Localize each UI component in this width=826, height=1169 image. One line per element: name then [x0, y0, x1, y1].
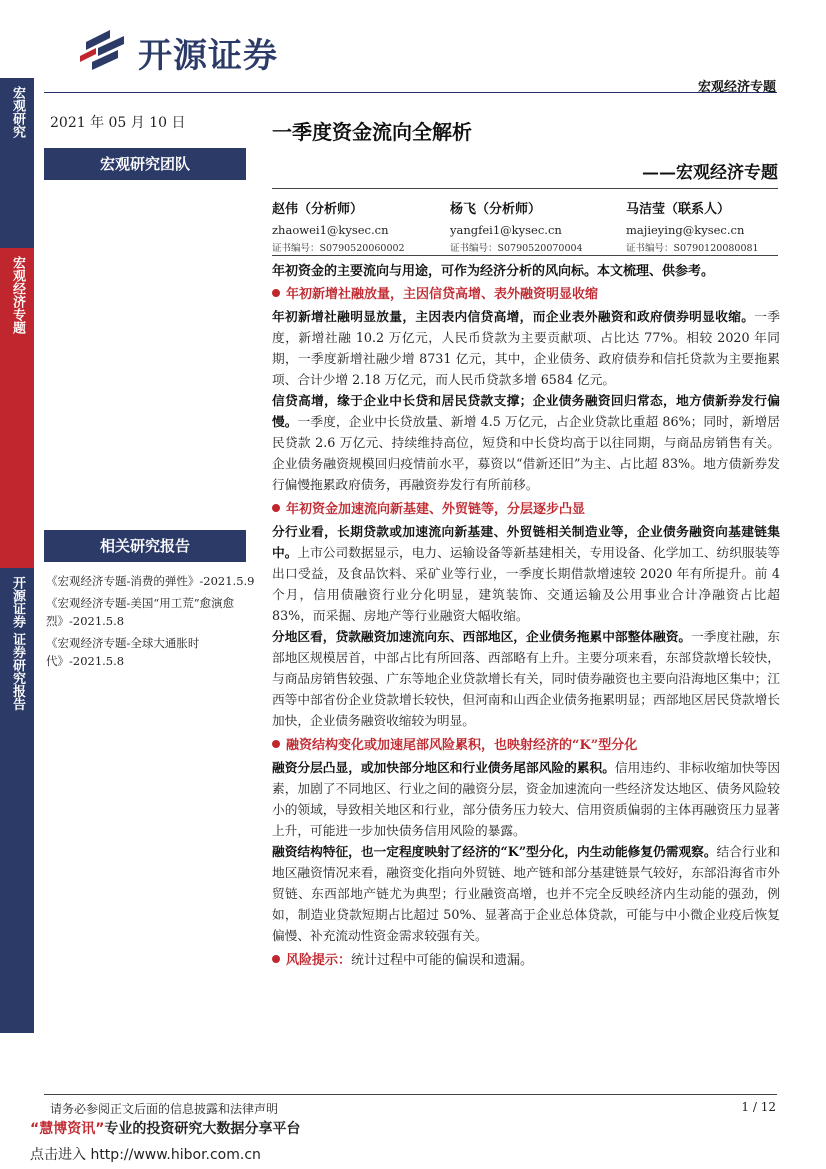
side-tab-macro-topic: 宏观经济专题 [0, 248, 34, 568]
footer-divider [44, 1094, 777, 1095]
section-heading: 年初资金加速流向新基建、外贸链等，分层逐步凸显 [272, 499, 780, 521]
bullet-icon [272, 504, 280, 512]
paragraph: 融资结构特征，也一定程度映射了经济的“K”型分化，内生动能修复仍需观察。结合行业和地区融资情况来看，融资变化指向外贸链、地产链和部分基建链景气较好，东部沿海省市外贸链、东西部地产链尤为典型；行业融资高增，也并不完全反映经济内生动能的强劲，例如，制造业贷款短期占比超过 50%、显著高于企业总体贷款，可能与中小微企业疫后恢复偏慢、补充流动性资金需求较强有关。 [272, 844, 781, 943]
section-heading: 融资结构变化或加速尾部风险累积，也映射经济的“K”型分化 [272, 735, 780, 757]
watermark-tagline: 专业的投资研究大数据分享平台 [104, 1121, 301, 1137]
main-body [272, 284, 780, 972]
related-report-link[interactable]: 《宏观经济专题-美国“用工荒”愈演愈烈》-2021.5.8 [46, 596, 235, 628]
author-name: 赵伟（分析师） [272, 202, 364, 217]
paragraph: 分行业看，长期贷款或加速流向新基建、外贸链相关制造业等，企业债务融资向基建链集中。上市公司数据显示，电力、运输设备等新基建相关，专用设备、化学加工、纺织服装等出口受益，及食品饮料、采矿业等行业，一季度长期借款增速较 2020 年有所提升。前 4 个月，信用债融资行业分化明显，建筑装饰、交通运输及公用事业合计净融资占比超 83%，而采掘、房地产等行业融资大幅收缩。 [272, 524, 781, 623]
paragraph: 分地区看，贷款融资加速流向东、西部地区，企业债务拖累中部整体融资。一季度社融，东部地区规模居首，中部占比有所回落、西部略有上升。主要分项来看，东部贷款增长较快，与商品房销售较强、广东等地企业贷款增长有关，同时债券融资也主要向沿海地区集中；江西等中部省份企业贷款增长较快，但河南和山西企业债务拖累明显；西部地区居民贷款增长加快，企业债务融资收缩较为明显。 [272, 629, 780, 728]
related-report-link[interactable]: 《宏观经济专题-全球大通胀时代》-2021.5.8 [46, 636, 200, 668]
author-name: 杨飞（分析师） [450, 202, 542, 217]
disclaimer: 请务必参阅正文后面的信息披露和法律声明 [50, 1102, 279, 1116]
logo-icon [76, 26, 130, 70]
author-block [272, 198, 405, 254]
bullet-icon [272, 740, 280, 748]
page-number: 1 / 12 [741, 1100, 776, 1114]
bullet-icon [272, 955, 280, 963]
author-cert: 证书编号：S0790520060002 [272, 243, 405, 254]
paragraph: 年初新增社融明显放量，主因表内信贷高增，而企业表外融资和政府债券明显收缩。一季度，新增社融 10.2 万亿元，人民币贷款为主要贡献项、占比达 77%。相较 2020 年同期，一季度新增社融少增 8731 亿元，其中，企业债务、政府债券和信托贷款为主要拖累项、合计少增 2.18 万亿元，而人民币贷款多增 6584 亿元。 [272, 309, 781, 387]
risk-note: 风险提示：统计过程中可能的偏误和遗漏。 [272, 950, 780, 972]
bullet-icon [272, 289, 280, 297]
author-divider [272, 255, 778, 256]
author-cert: 证书编号：S0790120080081 [626, 243, 759, 254]
header-divider [44, 92, 777, 93]
related-reports-list [46, 572, 256, 674]
side-tab-macro-research: 宏观研究 [0, 78, 34, 248]
author-block [626, 198, 759, 254]
team-label: 宏观研究团队 [44, 148, 246, 180]
author-email[interactable]: yangfei1@kysec.cn [450, 223, 562, 237]
author-block [450, 198, 583, 254]
report-subtitle: ——宏观经济专题 [642, 163, 778, 183]
side-tab-report-type: 开源证券 证券研究报告 [0, 568, 34, 1033]
doc-type-label: 宏观经济专题 [697, 80, 776, 95]
author-name: 马洁莹（联系人） [626, 202, 731, 217]
watermark-line [30, 1118, 300, 1138]
related-report-link[interactable]: 《宏观经济专题-消费的弹性》-2021.5.9 [46, 574, 255, 588]
intro-summary: 年初资金的主要流向与用途，可作为经济分析的风向标。本文梳理、供参考。 [272, 264, 715, 279]
watermark-brand: “慧博资讯” [30, 1121, 105, 1137]
section-heading: 年初新增社融放量，主因信贷高增、表外融资明显收缩 [272, 284, 780, 306]
paragraph: 信贷高增，缘于企业中长贷和居民贷款支撑；企业债务融资回归常态，地方债新券发行偏慢。一季度，企业中长贷放量、新增 4.5 万亿元，占企业贷款比重超 86%；同时，新增居民贷款 2.6 万亿元、持续维持高位，短贷和中长贷均高于以往同期，与商品房销售有关。企业债务融资规模回归疫情前水平，募资以“借新还旧”为主、占比超 83%。地方债新券发行偏慢拖累政府债务，再融资券发行有所前移。 [272, 393, 780, 492]
watermark-link[interactable]: 点击进入 http://www.hibor.com.cn [30, 1147, 261, 1163]
author-email[interactable]: majieying@kysec.cn [626, 223, 745, 237]
author-email[interactable]: zhaowei1@kysec.cn [272, 223, 389, 237]
report-title: 一季度资金流向全解析 [272, 120, 472, 144]
author-cert: 证书编号：S0790520070004 [450, 243, 583, 254]
logo-text: 开源证券 [138, 36, 278, 76]
related-reports-heading: 相关研究报告 [44, 530, 246, 562]
paragraph: 融资分层凸显，或加快部分地区和行业债务尾部风险的累积。信用违约、非标收缩加快等因素，加剧了不同地区、行业之间的融资分层，资金加速流向一些经济发达地区、债务风险较小的领域，导致相关地区和行业，部分债务压力较大、信用资质偏弱的主体再融资压力显著上升，可能进一步加快债务信用风险的暴露。 [272, 760, 781, 838]
title-divider [272, 188, 778, 189]
report-date: 2021 年 05 月 10 日 [50, 115, 186, 131]
